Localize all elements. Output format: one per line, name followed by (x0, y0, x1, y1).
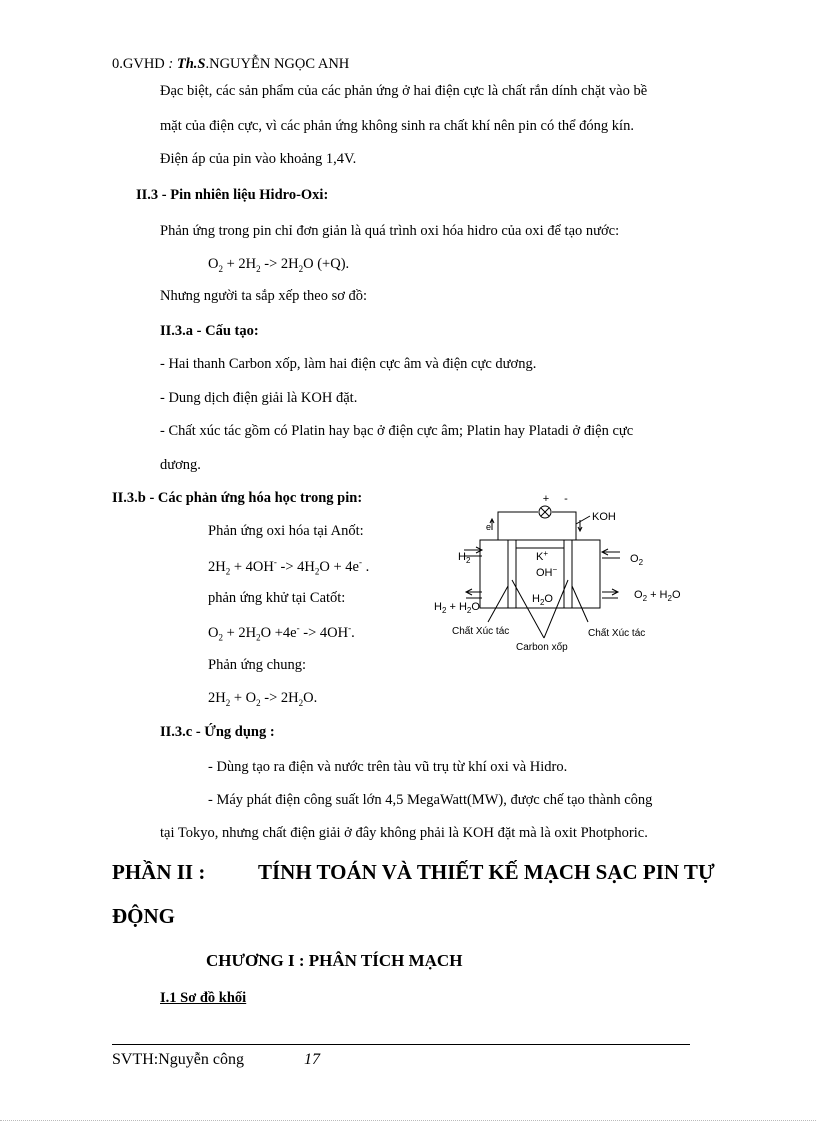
cathode-equation: $O_2 + 2H_2O +4e^- -> 4OH^-$. (208, 623, 355, 643)
heading-ii3a: II.3.a - Cấu tạo: (160, 323, 259, 339)
cathode-label: phản ứng khử tại Catốt: (208, 590, 346, 606)
header-colon: : (164, 56, 177, 72)
fuel-cell-diagram (428, 494, 696, 654)
ii3-equation: $O_2 + 2H_2 -> 2H_2O$ (+Q). (208, 256, 350, 274)
wire-left (498, 512, 538, 540)
left-out-label: $H_2 + H_2O$ (434, 601, 480, 615)
carbon-label: Carbon xốp (516, 642, 568, 653)
catalyst-left-label: Chất Xúc tác (452, 626, 510, 637)
header-prefix: 0.GVHD (112, 56, 165, 72)
ii3c-item1: - Dùng tạo ra điện và nước trên tàu vũ trụ từ khí oxi và Hidro. (208, 759, 568, 775)
koh-label: KOH (592, 511, 616, 523)
subsection-heading: I.1 Sơ đồ khối (160, 990, 247, 1006)
page-bottom-border (0, 1120, 816, 1121)
page-header (112, 56, 349, 73)
kplus-label: K+ (536, 549, 549, 563)
para1-line1: Đạc biệt, các sản phẩm của các phản ứng ở hai điện cực là chất rắn dính chặt vào bề (160, 83, 648, 99)
heading-ii3: II.3 - Pin nhiên liệu Hidro-Oxi: (136, 187, 329, 203)
ii3c-item2a: - Máy phát điện công suất lớn 4,5 MegaWatt(MW), được chế tạo thành công (208, 792, 653, 808)
ohminus-label: OH− (536, 565, 558, 579)
plus-label: + (542, 494, 550, 505)
page-number: 17 (304, 1051, 320, 1068)
heading-ii3b: II.3.b - Các phản ứng hóa học trong pin: (112, 490, 363, 506)
para1-line3: Điện áp của pin vào khoảng 1,4V. (160, 151, 357, 167)
h2o-mid-label: $H_2O$ (532, 593, 553, 607)
header-name: .NGUYỄN NGỌC ANH (205, 56, 350, 72)
anode-equation: $2H_2 + 4OH^- -> 4H_2O + 4e^-$ . (208, 557, 370, 577)
footer-author: SVTH:Nguyễn công (112, 1051, 244, 1068)
overall-equation: $2H_2 + O_2 -> 2H_2O$. (208, 690, 318, 708)
part2-label: PHẦN II : (112, 860, 206, 884)
right-out-label: $O_2 + H_2O$ (634, 589, 681, 603)
part2-title-line2: ĐỘNG (112, 904, 175, 928)
part2-title-line1: TÍNH TOÁN VÀ THIẾT KẾ MẠCH SẠC PIN TỰ (258, 860, 715, 884)
ii3a-item2: - Dung dịch điện giải là KOH đặt. (160, 390, 358, 406)
para1-line2: mặt của điện cực, vì các phản ứng không sinh ra chất khí nên pin có thể đóng kín. (160, 118, 634, 134)
minus-label: - (564, 494, 568, 505)
heading-ii3c: II.3.c - Ứng dụng : (160, 724, 275, 740)
footer-rule (112, 1044, 690, 1045)
overall-label: Phản ứng chung: (208, 657, 307, 673)
electron-label: e (486, 522, 492, 532)
ii3-intro: Phản ứng trong pin chỉ đơn giản là quá trình oxi hóa hidro của oxi để tạo nước: (160, 223, 620, 239)
wire-right (552, 512, 576, 540)
chapter-heading: CHƯƠNG I : PHÂN TÍCH MẠCH (206, 951, 463, 970)
header-title: Th.S (176, 56, 206, 72)
ii3a-item3b: dương. (160, 457, 201, 473)
ii3a-item3a: - Chất xúc tác gồm có Platin hay bạc ở điện cực âm; Platin hay Platadi ở điện cực (160, 423, 634, 439)
ii3c-item2b: tại Tokyo, nhưng chất điện giải ở đây không phải là KOH đặt mà là oxit Photphoric. (160, 825, 648, 841)
h2-in-label: $H_2$ (458, 551, 471, 565)
ii3a-item1: - Hai thanh Carbon xốp, làm hai điện cực âm và điện cực dương. (160, 356, 537, 372)
o2-in-label: $O_2$ (630, 553, 644, 567)
catalyst-right-label: Chất Xúc tác (588, 628, 646, 639)
ii3-arrange: Nhưng người ta sắp xếp theo sơ đồ: (160, 288, 368, 304)
anode-label: Phản ứng oxi hóa tại Anốt: (208, 523, 364, 539)
